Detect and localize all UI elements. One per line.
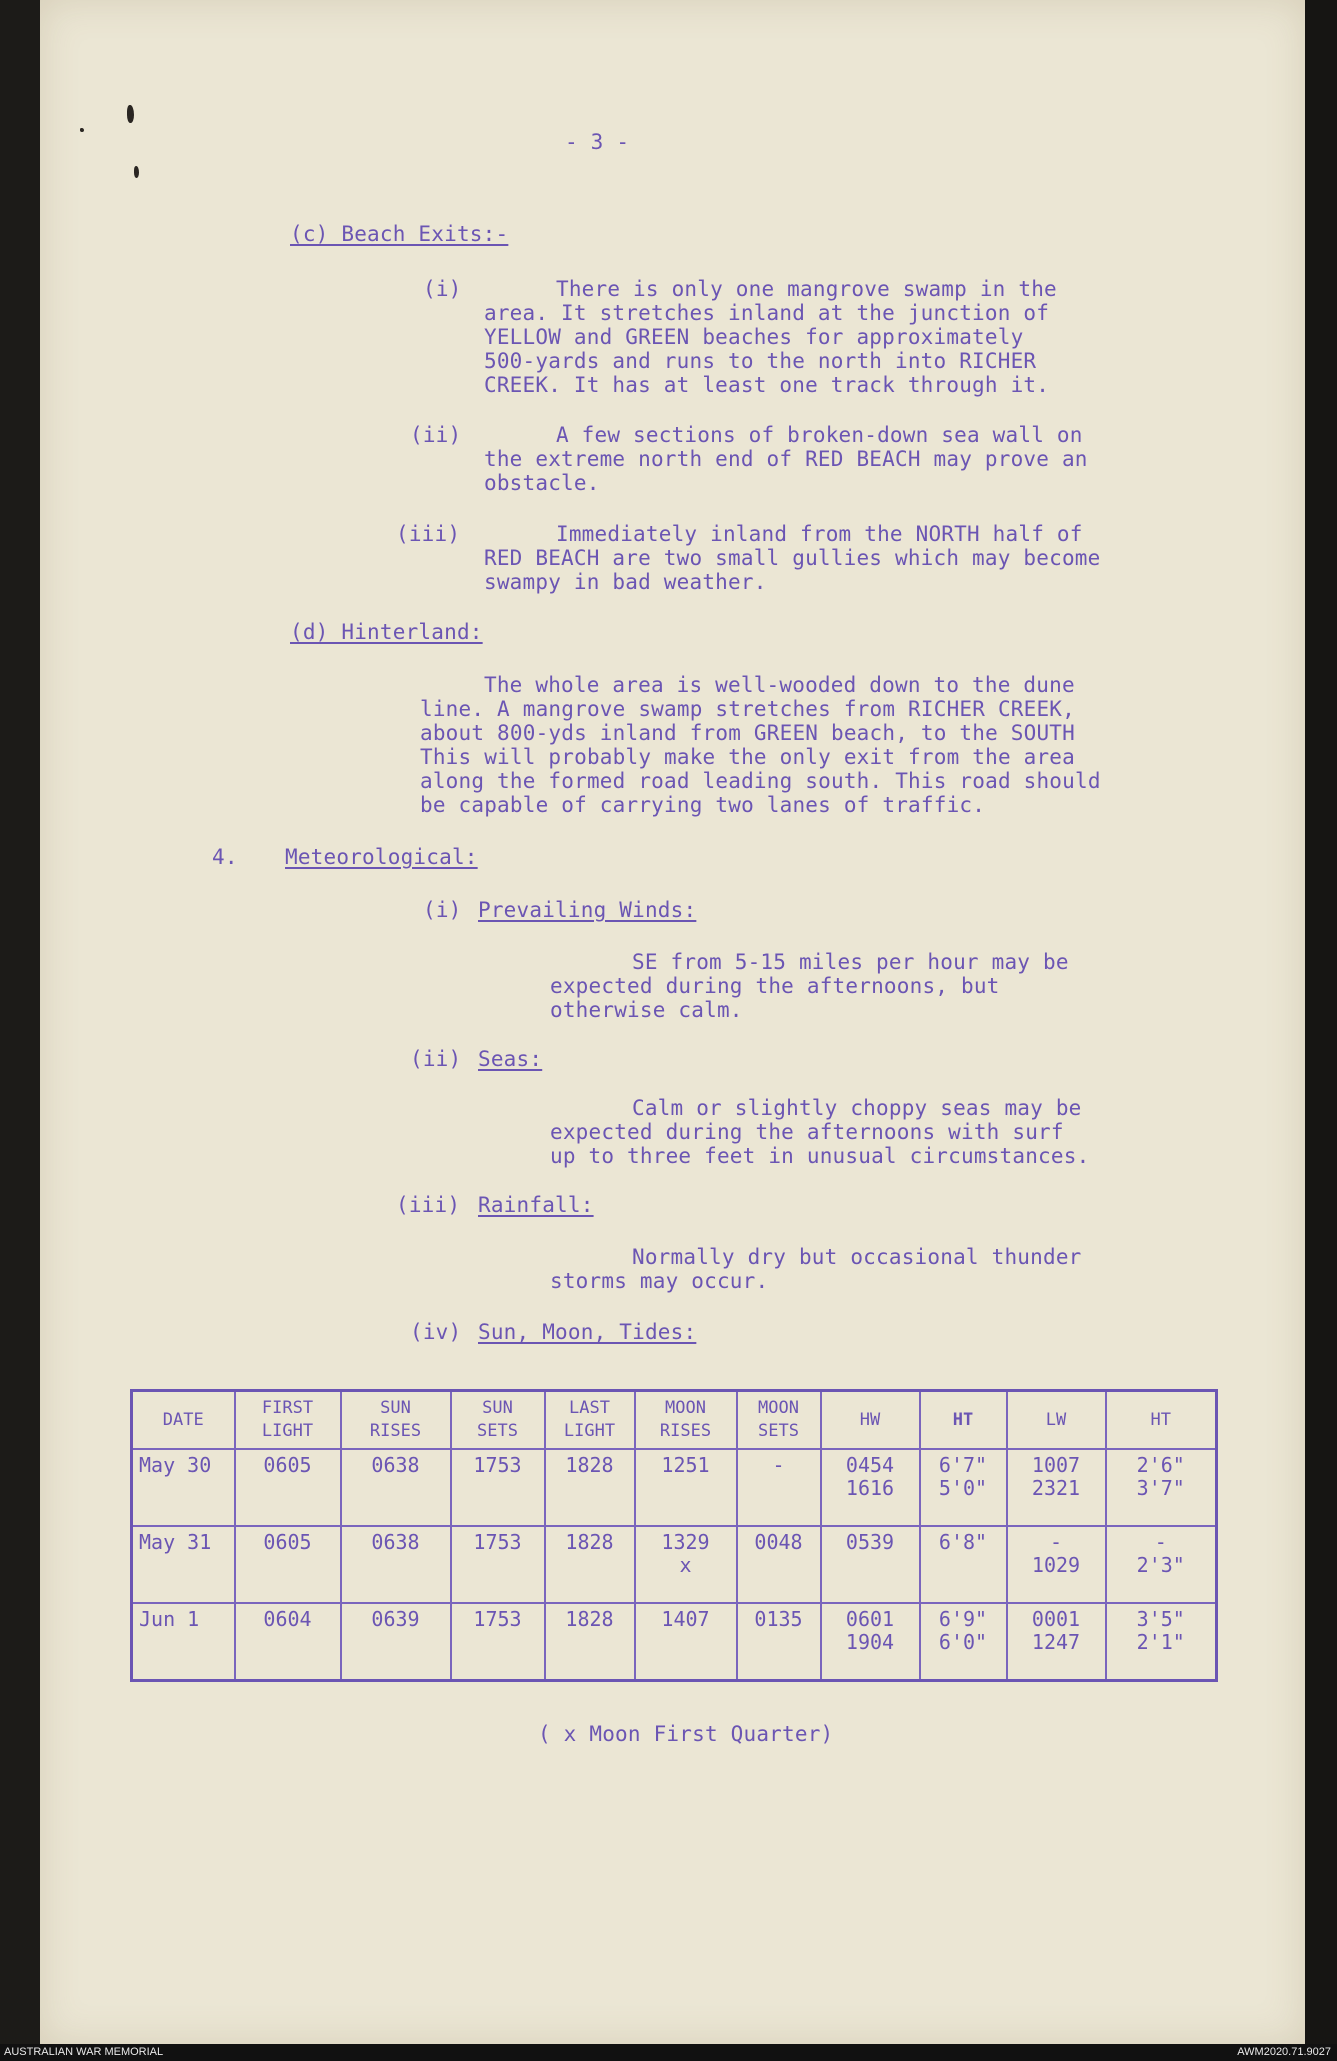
table-cell: 1329 x [635,1526,737,1603]
column-header: MOON RISES [635,1391,737,1450]
scan-edge [1305,0,1337,2044]
column-header: MOON SETS [737,1391,821,1450]
footer-reference: AWM2020.71.9027 [1237,2046,1331,2058]
paragraph-line: along the formed road leading south. This road should [420,769,1101,793]
table-footnote: ( x Moon First Quarter) [538,1722,834,1746]
table-row [132,1603,1217,1681]
paragraph-line: obstacle. [484,471,600,495]
sun-moon-tides-table [130,1389,1218,1682]
table-cell: 0048 [737,1526,821,1603]
table-cell: 1828 [545,1603,635,1681]
column-header: HT [1106,1391,1217,1450]
table-cell: 0639 [341,1603,451,1681]
section-d-heading: (d) Hinterland: [290,620,483,644]
column-header: LW [1007,1391,1106,1450]
paragraph-line: Immediately inland from the NORTH half of [556,522,1083,546]
section-c-heading: (c) Beach Exits:- [290,222,509,246]
table-cell: 0135 [737,1603,821,1681]
binding-hole-mark [127,105,134,123]
paragraph-line: The whole area is well-wooded down to the dune [484,673,1075,697]
item-number: (iv) [410,1320,462,1344]
paragraph-line: area. It stretches inland at the junction of [484,301,1050,325]
paragraph-line: Calm or slightly choppy seas may be [632,1096,1082,1120]
paragraph-line: YELLOW and GREEN beaches for approximately [484,325,1024,349]
table-cell: 1753 [451,1603,545,1681]
item-number: (iii) [396,1193,461,1217]
table-cell: 0001 1247 [1007,1603,1106,1681]
column-header: HW [821,1391,920,1450]
section-number: 4. [212,845,238,869]
item-number: (i) [423,898,462,922]
item-number: (i) [423,277,462,301]
paragraph-line: 500-yards and runs to the north into RICHER [484,349,1037,373]
paragraph-line: up to three feet in unusual circumstances. [550,1144,1090,1168]
table-cell: 1007 2321 [1007,1449,1106,1526]
table-cell: 0605 [235,1526,341,1603]
paragraph-line: otherwise calm. [550,998,743,1022]
archive-footer [0,2044,1337,2061]
paragraph-line: the extreme north end of RED BEACH may prove an [484,447,1088,471]
table-cell: - 1029 [1007,1526,1106,1603]
paragraph-line: expected during the afternoons, but [550,974,1000,998]
table-header-row [132,1391,1217,1450]
table-row [132,1526,1217,1603]
table-cell: 2'6" 3'7" [1106,1449,1217,1526]
column-header: SUN SETS [451,1391,545,1450]
table-cell: 0539 [821,1526,920,1603]
table-cell: 0605 [235,1449,341,1526]
table-cell: 6'9" 6'0" [920,1603,1007,1681]
table-cell: 1251 [635,1449,737,1526]
table-cell: 0601 1904 [821,1603,920,1681]
table-cell: May 31 [132,1526,235,1603]
item-title: Sun, Moon, Tides: [478,1320,697,1344]
paragraph-line: RED BEACH are two small gullies which may become [484,546,1101,570]
item-title: Seas: [478,1047,543,1071]
column-header: FIRST LIGHT [235,1391,341,1450]
paragraph-line: CREEK. It has at least one track through it. [484,373,1050,397]
paragraph-line: about 800-yds inland from GREEN beach, to the SOUTH [420,721,1075,745]
paragraph-line: line. A mangrove swamp stretches from RICHER CREEK, [420,697,1075,721]
item-title: Rainfall: [478,1193,594,1217]
table-cell: 0638 [341,1526,451,1603]
column-header: SUN RISES [341,1391,451,1450]
page-number: - 3 - [565,130,630,154]
table-cell: 0638 [341,1449,451,1526]
paragraph-line: storms may occur. [550,1269,769,1293]
paragraph-line: There is only one mangrove swamp in the [556,277,1057,301]
table-cell: 6'7" 5'0" [920,1449,1007,1526]
table-cell: 3'5" 2'1" [1106,1603,1217,1681]
table-cell: 1407 [635,1603,737,1681]
binding-hole-mark [80,128,84,132]
item-number: (iii) [396,522,461,546]
item-number: (ii) [410,423,462,447]
paragraph-line: A few sections of broken-down sea wall on [556,423,1083,447]
table-cell: 1753 [451,1526,545,1603]
footer-institution: AUSTRALIAN WAR MEMORIAL [4,2046,164,2058]
table-cell: 1828 [545,1449,635,1526]
paragraph-line: Normally dry but occasional thunder [632,1245,1082,1269]
table-cell: Jun 1 [132,1603,235,1681]
item-title: Prevailing Winds: [478,898,697,922]
table-cell: - 2'3" [1106,1526,1217,1603]
item-number: (ii) [410,1047,462,1071]
column-header: HT [920,1391,1007,1450]
table-cell: May 30 [132,1449,235,1526]
table-cell: - [737,1449,821,1526]
paragraph-line: SE from 5-15 miles per hour may be [632,950,1069,974]
paragraph-line: This will probably make the only exit from the area [420,745,1075,769]
column-header: DATE [132,1391,235,1450]
table-cell: 1828 [545,1526,635,1603]
table-row [132,1449,1217,1526]
table-cell: 0604 [235,1603,341,1681]
column-header: LAST LIGHT [545,1391,635,1450]
paragraph-line: swampy in bad weather. [484,570,767,594]
table-cell: 0454 1616 [821,1449,920,1526]
section-4-heading: Meteorological: [285,845,478,869]
paragraph-line: expected during the afternoons with surf [550,1120,1064,1144]
binding-hole-mark [134,166,139,178]
paragraph-line: be capable of carrying two lanes of traffic. [420,793,986,817]
table-cell: 6'8" [920,1526,1007,1603]
table-cell: 1753 [451,1449,545,1526]
